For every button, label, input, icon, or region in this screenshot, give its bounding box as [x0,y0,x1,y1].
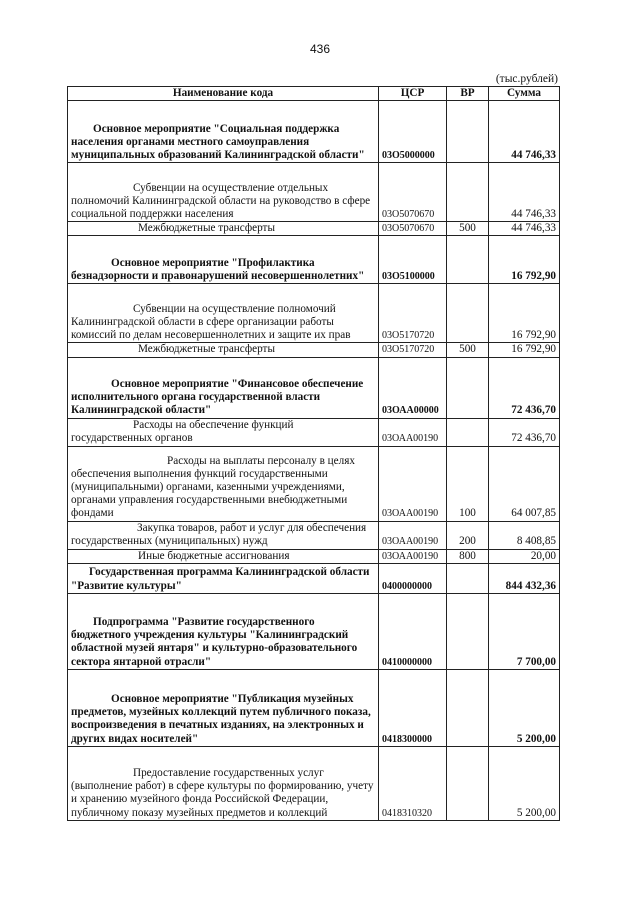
row-csr: 0400000000 [379,563,447,593]
row-sum: 20,00 [489,549,560,563]
row-vr: 800 [447,549,489,563]
row-name: Межбюджетные трансферты [68,343,379,357]
row-sum: 16 792,90 [489,343,560,357]
row-sum: 844 432,36 [489,563,560,593]
row-vr [447,101,489,163]
table-row [68,446,560,521]
row-name: Основное мероприятие "Профилактика безнадзорности и правонарушений несовершеннолетних" [68,236,379,284]
units-label: (тыс.рублей) [495,73,558,85]
row-csr: 0418310320 [379,746,447,820]
row-sum: 8 408,85 [489,521,560,549]
table-row [68,163,560,222]
header-name: Наименование кода [68,87,379,101]
table-row [68,593,560,669]
row-name: Основное мероприятие "Социальная поддержка населения органами местного самоуправления муниципальных образований Калининградской области" [68,101,379,163]
budget-table [67,86,560,821]
row-csr: 03О5070670 [379,222,447,236]
table-row [68,549,560,563]
row-sum: 64 007,85 [489,446,560,521]
row-csr: 03О5170720 [379,343,447,357]
row-csr: 03ОАА00000 [379,357,447,418]
table-row [68,101,560,163]
row-vr [447,669,489,746]
row-sum: 16 792,90 [489,284,560,343]
table-row [68,669,560,746]
row-vr [447,563,489,593]
row-name: Предоставление государственных услуг (выполнение работ) в сфере культуры по формированию, учету и хранению музейного фонда Российской Федерации, публичному показу музейных предметов и коллекций [68,746,379,820]
row-sum: 44 746,33 [489,163,560,222]
row-name: Расходы на обеспечение функций государственных органов [68,418,379,446]
header-vr: ВР [447,87,489,101]
row-csr: 03О5070670 [379,163,447,222]
row-csr: 03ОАА00190 [379,521,447,549]
row-name: Субвенции на осуществление полномочий Калининградской области в сфере организации работы комиссий по делам несовершеннолетних и защите их прав [68,284,379,343]
row-name: Основное мероприятие "Публикация музейных предметов, музейных коллекций путем публичного показа, воспроизведения в печатных изданиях, на электронных и других видах носителей" [68,669,379,746]
row-vr [447,236,489,284]
row-sum: 16 792,90 [489,236,560,284]
row-csr: 03ОАА00190 [379,418,447,446]
table-row [68,236,560,284]
table-row [68,521,560,549]
header-csr: ЦСР [379,87,447,101]
row-vr: 500 [447,343,489,357]
row-csr: 0418300000 [379,669,447,746]
table-row [68,418,560,446]
row-csr: 03О5000000 [379,101,447,163]
row-sum: 44 746,33 [489,101,560,163]
row-sum: 7 700,00 [489,593,560,669]
table-header-row [68,87,560,101]
row-name: Основное мероприятие "Финансовое обеспечение исполнительного органа государственной власти Калининградской области" [68,357,379,418]
row-vr [447,284,489,343]
table-row [68,746,560,820]
row-sum: 72 436,70 [489,418,560,446]
row-csr: 0410000000 [379,593,447,669]
row-sum: 5 200,00 [489,746,560,820]
row-name: Подпрограмма "Развитие государственного бюджетного учреждения культуры "Калининградский областной музей янтаря" и культурно-образовательного сектора янтарной отрасли" [68,593,379,669]
row-vr [447,418,489,446]
row-name: Субвенции на осуществление отдельных полномочий Калининградской области на руководство в сфере социальной поддержки населения [68,163,379,222]
row-vr [447,163,489,222]
page-number: 436 [309,42,331,56]
row-sum: 72 436,70 [489,357,560,418]
table-row [68,563,560,593]
row-sum: 5 200,00 [489,669,560,746]
table-row [68,343,560,357]
header-sum: Сумма [489,87,560,101]
row-name: Закупка товаров, работ и услуг для обеспечения государственных (муниципальных) нужд [68,521,379,549]
row-name: Межбюджетные трансферты [68,222,379,236]
row-vr [447,357,489,418]
row-csr: 03О5170720 [379,284,447,343]
row-vr [447,593,489,669]
row-vr: 100 [447,446,489,521]
table-row [68,222,560,236]
table-row [68,284,560,343]
row-name: Иные бюджетные ассигнования [68,549,379,563]
row-csr: 03ОАА00190 [379,446,447,521]
row-vr: 200 [447,521,489,549]
row-vr: 500 [447,222,489,236]
row-csr: 03ОАА00190 [379,549,447,563]
table-row [68,357,560,418]
row-csr: 03О5100000 [379,236,447,284]
row-name: Расходы на выплаты персоналу в целях обеспечения выполнения функций государственными (муниципальными) органами, казенными учреждениями, органами управления государственными внебюджетными фондами [68,446,379,521]
row-sum: 44 746,33 [489,222,560,236]
row-vr [447,746,489,820]
row-name: Государственная программа Калининградской области "Развитие культуры" [68,563,379,593]
